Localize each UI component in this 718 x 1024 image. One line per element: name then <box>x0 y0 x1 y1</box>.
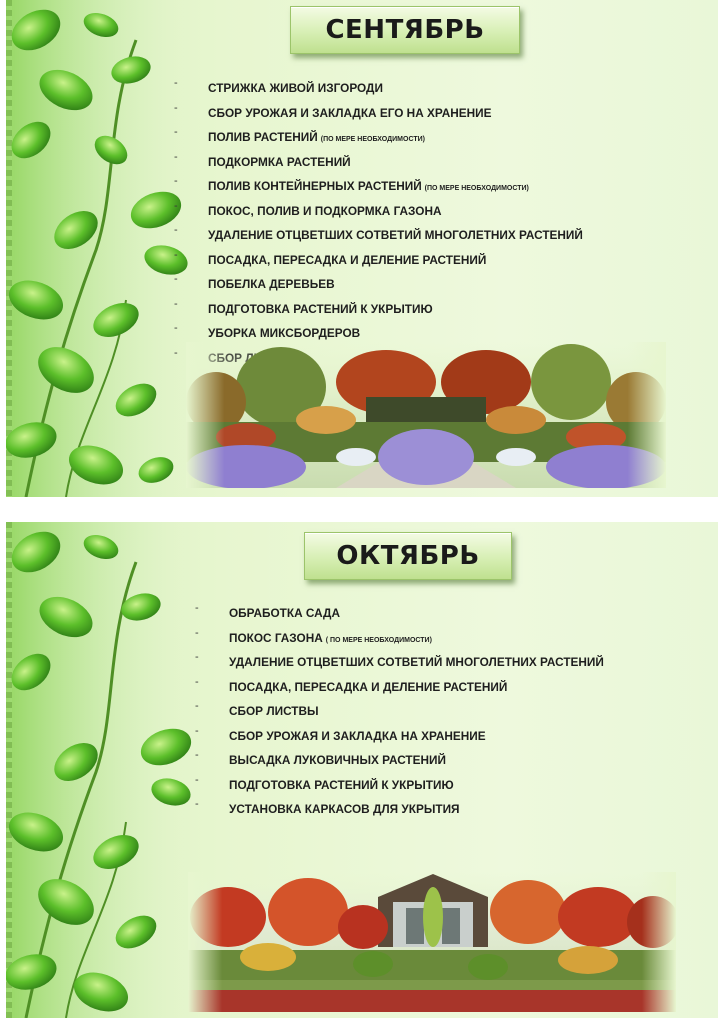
task-text: УСТАНОВКА КАРКАСОВ ДЛЯ УКРЫТИЯ <box>229 802 460 816</box>
september-task-list <box>174 77 583 371</box>
task-text: ПОСАДКА, ПЕРЕСАДКА И ДЕЛЕНИЕ РАСТЕНИЙ <box>208 252 487 267</box>
task-item <box>174 248 583 274</box>
task-item <box>195 675 604 701</box>
task-item <box>174 101 583 127</box>
bullet-dash: - <box>174 248 178 261</box>
bullet-dash: - <box>195 749 199 761</box>
task-text: ПОЛИВ КОНТЕЙНЕРНЫХ РАСТЕНИЙ <box>208 179 422 193</box>
bullet-dash: - <box>174 199 178 212</box>
task-item <box>174 77 583 102</box>
october-title-box <box>304 532 512 580</box>
bullet-dash: - <box>174 150 178 163</box>
bullet-dash: - <box>174 224 178 236</box>
september-title-box <box>290 6 520 54</box>
september-title: СЕНТЯБРЬ <box>325 15 485 45</box>
task-item <box>195 749 604 774</box>
task-item <box>174 126 583 151</box>
task-text: ПОДГОТОВКА РАСТЕНИЙ К УКРЫТИЮ <box>208 301 433 316</box>
task-item <box>174 273 583 298</box>
bullet-dash: - <box>174 126 178 138</box>
autumn-house-garden-photo <box>188 872 676 1012</box>
task-item <box>195 700 604 725</box>
bullet-dash: - <box>195 626 199 639</box>
task-item <box>195 626 604 652</box>
task-text: УДАЛЕНИЕ ОТЦВЕТШИХ СОТВЕТИЙ МНОГОЛЕТНИХ РАСТЕНИЙ <box>229 655 604 669</box>
task-item <box>195 602 604 627</box>
bullet-dash: - <box>174 273 178 285</box>
green-leaves-decoration <box>6 0 196 497</box>
bullet-dash: - <box>195 724 199 737</box>
september-page <box>6 0 718 497</box>
task-item <box>174 199 583 225</box>
task-item <box>195 798 604 823</box>
task-text: ПОКОС, ПОЛИВ И ПОДКОРМКА ГАЗОНА <box>208 203 442 218</box>
task-item <box>174 150 583 176</box>
task-text: ПОБЕЛКА ДЕРЕВЬЕВ <box>208 277 335 291</box>
task-text: ОБРАБОТКА САДА <box>229 606 340 620</box>
task-text: ПОДКОРМКА РАСТЕНИЙ <box>208 154 351 169</box>
task-text: УБОРКА МИКСБОРДЕРОВ <box>208 326 361 340</box>
autumn-garden-photo <box>186 342 666 488</box>
bullet-dash: - <box>174 101 178 114</box>
task-text: ВЫСАДКА ЛУКОВИЧНЫХ РАСТЕНИЙ <box>229 753 446 767</box>
task-item <box>174 297 583 323</box>
task-text: УДАЛЕНИЕ ОТЦВЕТШИХ СОТВЕТИЙ МНОГОЛЕТНИХ РАСТЕНИЙ <box>208 228 583 242</box>
october-title: ОКТЯБРЬ <box>336 541 480 571</box>
bullet-dash: - <box>174 346 178 359</box>
bullet-dash: - <box>195 651 199 663</box>
task-text: ПОКОС ГАЗОНА <box>229 630 323 645</box>
task-item <box>195 651 604 676</box>
task-text: СБОР УРОЖАЯ И ЗАКЛАДКА ЕГО НА ХРАНЕНИЕ <box>208 105 492 120</box>
task-text: ПОСАДКА, ПЕРЕСАДКА И ДЕЛЕНИЕ РАСТЕНИЙ <box>229 679 508 694</box>
task-item <box>195 724 604 750</box>
task-note: (ПО МЕРЕ НЕОБХОДИМОСТИ) <box>424 185 529 192</box>
bullet-dash: - <box>195 602 199 614</box>
task-text: СТРИЖКА ЖИВОЙ ИЗГОРОДИ <box>208 81 383 95</box>
october-task-list <box>195 602 604 823</box>
task-text: ПОДГОТОВКА РАСТЕНИЙ К УКРЫТИЮ <box>229 777 454 792</box>
bullet-dash: - <box>174 322 178 334</box>
bullet-dash: - <box>195 675 199 688</box>
bullet-dash: - <box>174 297 178 310</box>
bullet-dash: - <box>174 77 178 89</box>
green-leaves-decoration <box>6 522 196 1018</box>
task-text: ПОЛИВ РАСТЕНИЙ <box>208 130 318 144</box>
task-item <box>195 773 604 799</box>
task-item <box>174 224 583 249</box>
bullet-dash: - <box>195 798 199 810</box>
bullet-dash: - <box>174 175 178 187</box>
bullet-dash: - <box>195 773 199 786</box>
bullet-dash: - <box>195 700 199 712</box>
task-text: СБОР УРОЖАЯ И ЗАКЛАДКА НА ХРАНЕНИЕ <box>229 728 486 743</box>
task-item <box>174 175 583 200</box>
october-page <box>6 522 718 1018</box>
task-note: ( ПО МЕРЕ НЕОБХОДИМОСТИ) <box>325 636 432 644</box>
task-text: СБОР ЛИСТВЫ <box>229 704 319 718</box>
task-note: (ПО МЕРЕ НЕОБХОДИМОСТИ) <box>320 136 425 143</box>
